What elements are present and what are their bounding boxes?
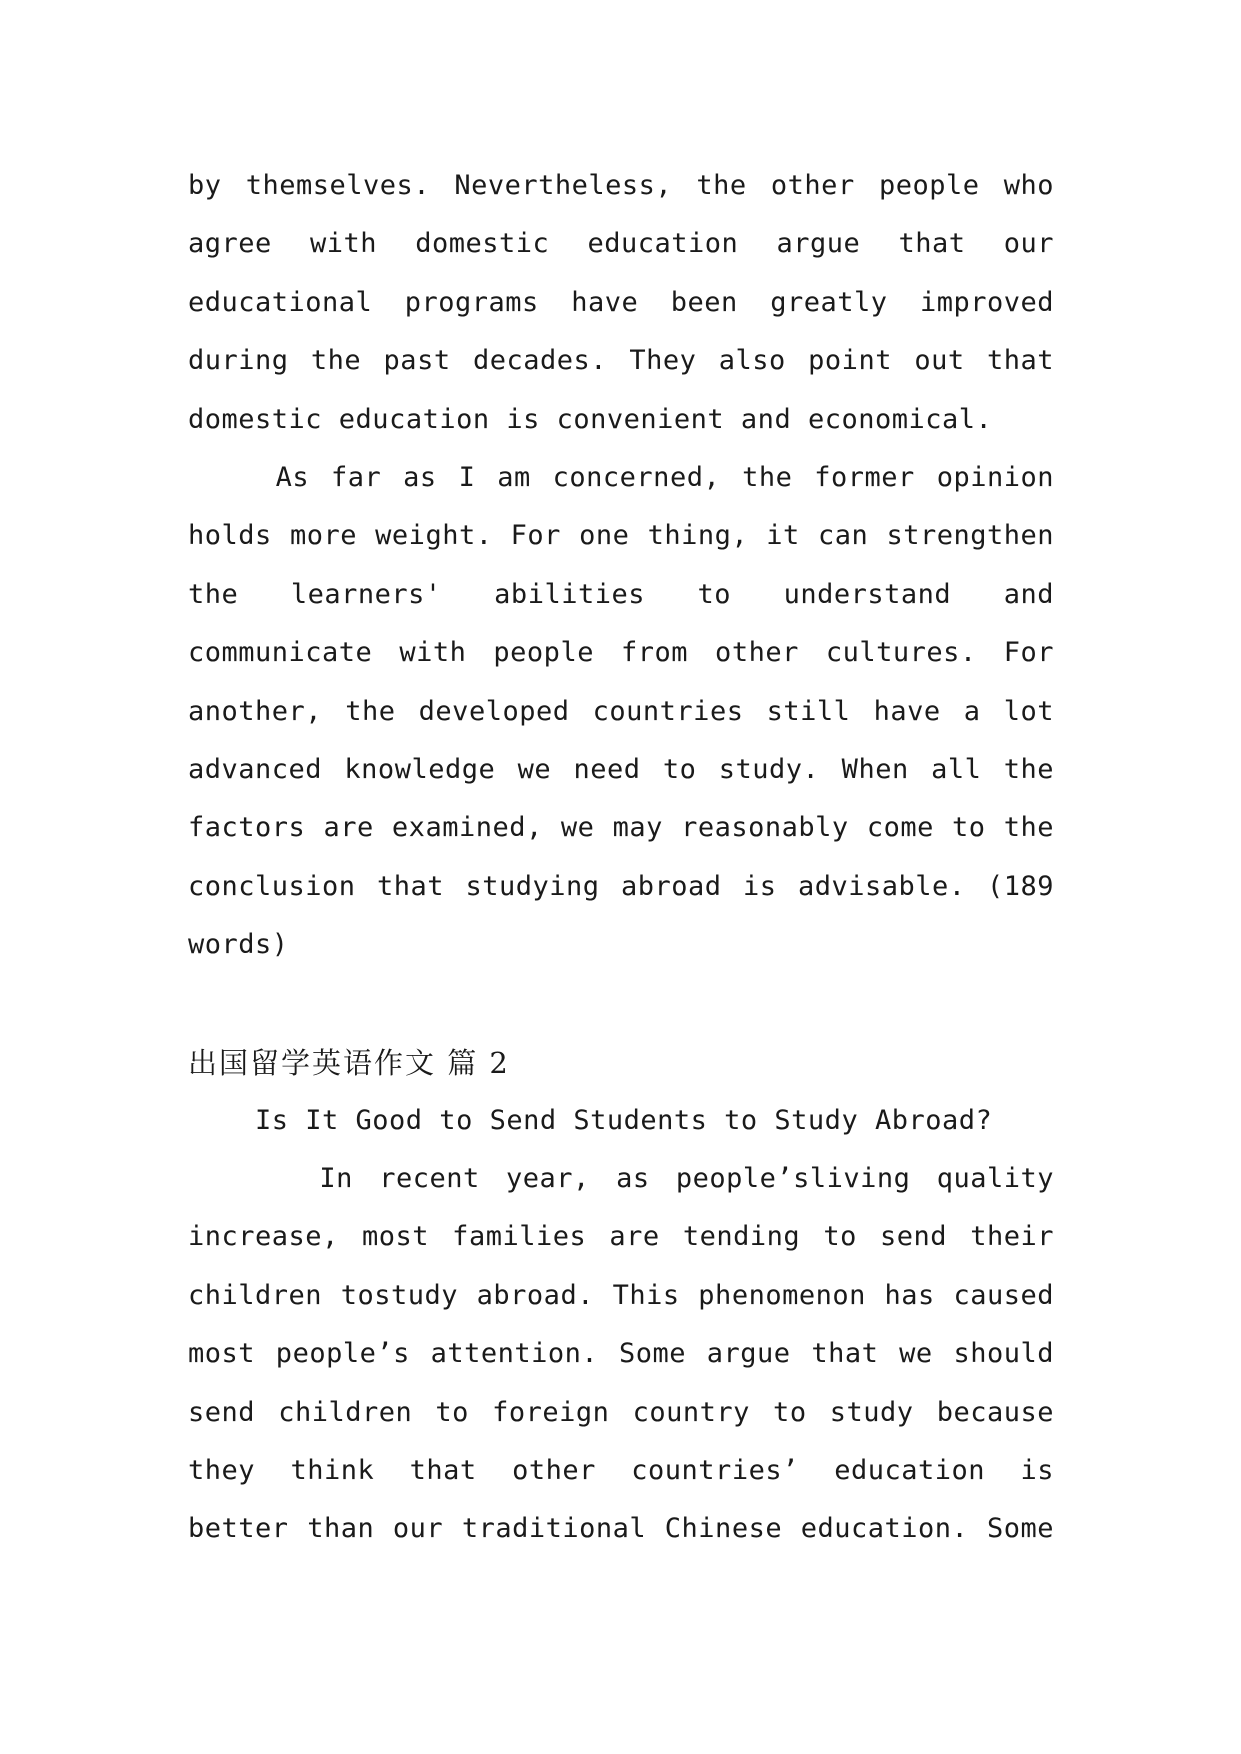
text-line: by themselves. Nevertheless, the other people who xyxy=(188,170,1054,201)
essay-1-body xyxy=(188,157,1054,974)
text-line: during the past decades. They also point out that xyxy=(188,345,1054,377)
text-line: In recent year, as people’sliving quality xyxy=(188,1163,1054,1194)
section-heading: 出国留学英语作文 篇 2 xyxy=(188,1046,510,1080)
text-line: communicate with people from other cultures. For xyxy=(188,637,1054,669)
text-line: factors are examined, we may reasonably come to the xyxy=(188,812,1054,844)
text-line: advanced knowledge we need to study. When all the xyxy=(188,753,1054,785)
text-line: another, the developed countries still have a lot xyxy=(188,695,1054,727)
text-line: educational programs have been greatly improved xyxy=(188,286,1054,318)
text-line: they think that other countries’ education is xyxy=(188,1454,1054,1486)
text-line: better than our traditional Chinese education. Some xyxy=(188,1513,1054,1545)
text-line: send children to foreign country to study because xyxy=(188,1396,1054,1428)
text-line: domestic education is convenient and economical. xyxy=(188,403,993,435)
text-line: As far as I am concerned, the former opinion xyxy=(188,461,1054,493)
text-line: words) xyxy=(188,929,289,961)
text-line: holds more weight. For one thing, it can strengthen xyxy=(188,520,1054,552)
text-line: agree with domestic education argue that our xyxy=(188,228,1054,260)
text-line: conclusion that studying abroad is advisable. (189 xyxy=(188,870,1054,902)
text-line: children tostudy abroad. This phenomenon has caused xyxy=(188,1279,1054,1311)
text-line: increase, most families are tending to send their xyxy=(188,1221,1054,1253)
essay-2-body xyxy=(188,1150,1054,1559)
text-line: the learners' abilities to understand and xyxy=(188,578,1054,610)
text-line: most people’s attention. Some argue that we should xyxy=(188,1338,1054,1370)
essay-title: Is It Good to Send Students to Study Abroad? xyxy=(255,1105,993,1136)
